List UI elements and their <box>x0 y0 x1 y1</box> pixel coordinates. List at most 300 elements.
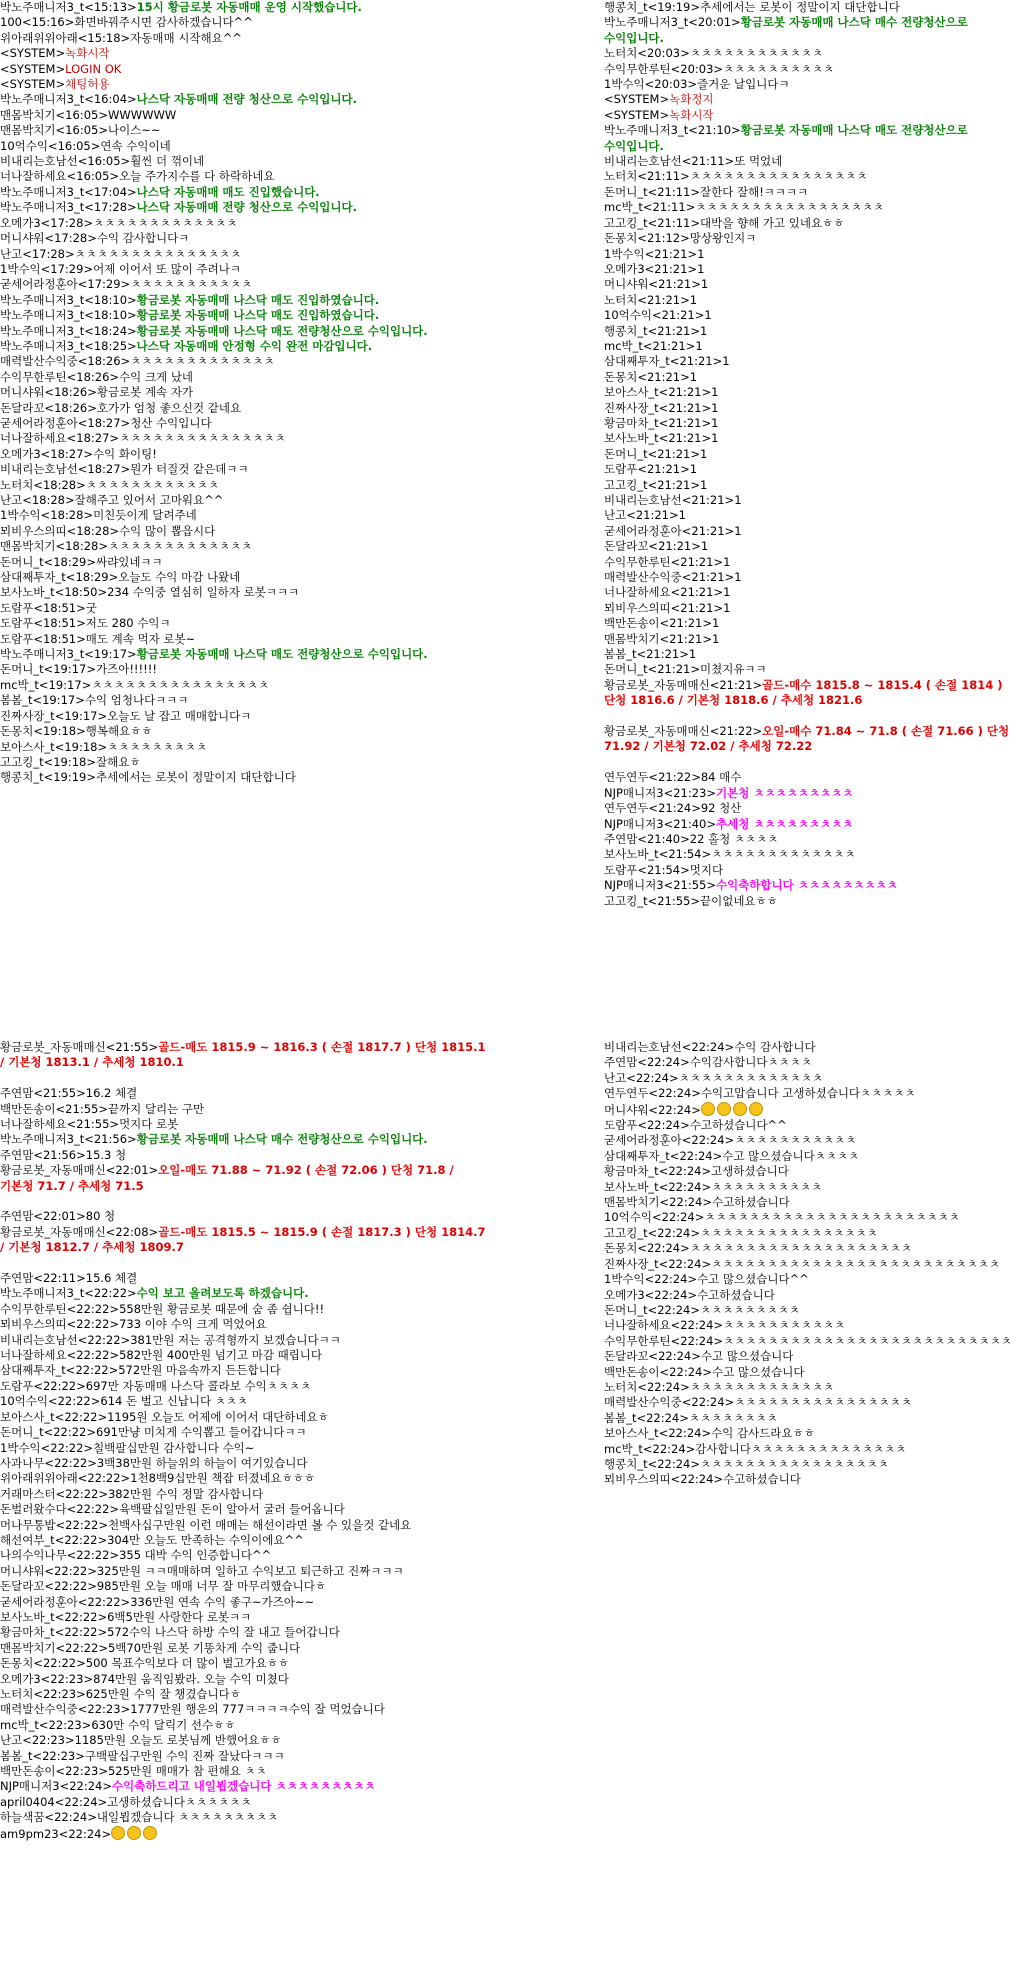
chat-text: 수익 보고 올려보도록 하겠습니다. <box>136 1286 309 1301</box>
chat-nickname: 연두연두<21:22> <box>604 770 701 785</box>
chat-text: 골드-매도 1815.5 ~ 1815.9 ( 손절 1817.3 ) 단청 1814.7 / 기본청 1812.7 / 추세청 1809.7 <box>0 1224 486 1255</box>
chat-nickname: 너나잘하세요<22:24> <box>604 1318 724 1333</box>
chat-text: ㅊㅊㅊㅊㅊㅊㅊㅊㅊㅊ <box>711 1179 823 1194</box>
chat-message <box>0 262 486 277</box>
chat-message <box>604 1349 1024 1364</box>
chat-message <box>604 1210 1024 1225</box>
chat-message <box>0 1286 486 1301</box>
chat-text: 황금로봇 자동매매 나스닥 매도 전량청산으로 수익입니다. <box>136 647 428 662</box>
chat-message <box>0 1764 486 1779</box>
chat-nickname: <SYSTEM> <box>604 92 670 107</box>
chat-message <box>0 1733 486 1748</box>
chat-message <box>0 108 486 123</box>
chat-nickname: 돈벌러왔수다<22:22> <box>0 1502 120 1517</box>
chat-message <box>0 1595 486 1610</box>
chat-nickname: 주연맘<22:24> <box>604 1055 690 1070</box>
chat-nickname: 고고킹_t<21:21> <box>604 477 700 492</box>
chat-text: 1 <box>734 570 742 585</box>
chat-message <box>0 1672 486 1687</box>
chat-text: 황금로봇 자동매매 나스닥 매수 전량청산으로 수익입니다. <box>136 1132 428 1147</box>
chat-nickname: 비내리는호남선<16:05> <box>0 154 131 169</box>
chat-nickname: 돈머니_t<21:11> <box>604 184 700 199</box>
chat-nickname: 고고킹_t<22:24> <box>604 1225 700 1240</box>
chat-nickname: 매력발산수익중<22:23> <box>0 1702 131 1717</box>
chat-nickname: 머나무통밥<22:22> <box>0 1517 108 1532</box>
chat-message <box>604 1395 1024 1410</box>
chat-text: 874만원 움직임봤라. 오늘 수익 미쳤다 <box>93 1671 289 1686</box>
chat-message <box>604 524 1024 539</box>
chat-message <box>604 832 1024 847</box>
chat-message <box>604 817 1024 832</box>
chat-text: 저도 280 수익ㅋ <box>85 616 171 631</box>
chat-message <box>604 1226 1024 1241</box>
chat-message <box>604 231 1024 246</box>
chat-nickname: 도람푸<18:51> <box>0 631 86 646</box>
chat-nickname: 뫼비우스의띠<22:24> <box>604 1472 724 1487</box>
chat-message <box>0 539 486 554</box>
chat-nickname: 보사노바_t<21:21> <box>604 431 712 446</box>
chat-text: 황금로봇 자동매매 나스닥 매도 전량청산으로 수익입니다. <box>136 323 428 338</box>
chat-text: 1 <box>711 431 719 446</box>
chat-nickname: 노터치<22:24> <box>604 1379 690 1394</box>
chat-text: 수익고맙습니다 고생하셨습니다ㅊㅊㅊㅊㅊ <box>700 1086 916 1101</box>
chat-message <box>0 308 486 323</box>
chat-nickname: mc박_t<21:11> <box>604 200 696 215</box>
chat-text: 수고 많으셨습니다ㅊㅊㅊㅊ <box>722 1148 860 1163</box>
chat-nickname: 1박수익<17:29> <box>0 261 94 276</box>
chat-message <box>0 1548 486 1563</box>
chat-message <box>604 15 1024 46</box>
chat-text: ㅊㅊㅊㅊㅊㅊㅊㅊㅊㅊㅊㅊㅊ <box>107 539 253 554</box>
chat-nickname: 뫼비우스의띠<21:21> <box>604 600 724 615</box>
chat-nickname: 행콩치_t<22:24> <box>604 1456 700 1471</box>
chat-text: 오늘도 수익 마감 나왔네 <box>118 570 241 585</box>
chat-text: 625만원 수익 잘 챙겼습니다ㅎ <box>85 1687 241 1702</box>
chat-message <box>0 662 486 677</box>
chat-text: LOGIN OK <box>65 61 122 76</box>
chat-text: 녹화정지 <box>669 92 714 107</box>
chat-nickname: 굳세어라정훈아<18:27> <box>0 415 131 430</box>
chat-message <box>604 77 1024 92</box>
chat-message <box>604 478 1024 493</box>
chat-nickname: 고고킹_t<21:11> <box>604 215 700 230</box>
chat-nickname: 황금로봇_자동매매신<22:08> <box>0 1224 159 1239</box>
chat-nickname: 행콩치_t<21:21> <box>604 323 700 338</box>
chat-nickname: 도람푸<18:51> <box>0 600 86 615</box>
chat-message <box>604 401 1024 416</box>
chat-text: ㅊㅊㅊㅊㅊㅊㅊㅊㅊㅊㅊㅊㅊㅊㅊㅊㅊ <box>700 1456 889 1471</box>
chat-nickname: 박노주매니저3_t<18:10> <box>0 308 137 323</box>
chat-nickname: 맨몸박치기<16:05> <box>0 123 108 138</box>
chat-text: 추세에서는 로봇이 정말이지 대단합니다 <box>96 770 296 785</box>
chat-text: 수익 많이 뽑읍시다 <box>119 523 216 538</box>
chat-text: 잘해주고 있어서 고마워요^^ <box>74 493 224 507</box>
chat-message <box>604 339 1024 354</box>
chat-message <box>604 801 1024 816</box>
chat-message <box>0 277 486 292</box>
chat-text: 6백5만원 사랑한다 로봇ㅋㅋ <box>107 1609 252 1624</box>
chat-message <box>604 293 1024 308</box>
chat-message <box>0 1533 486 1548</box>
chat-nickname: 보사노바_t<22:22> <box>0 1609 108 1624</box>
chat-message <box>0 1471 486 1486</box>
chat-nickname: 해선여부_t<22:22> <box>0 1532 108 1547</box>
chat-message <box>604 123 1024 154</box>
chat-message <box>604 216 1024 231</box>
chat-message <box>604 847 1024 862</box>
chat-nickname: 주연맘<22:11> <box>0 1271 86 1286</box>
chat-text: 1 <box>689 369 698 384</box>
chat-text: 골드-매도 1815.9 ~ 1816.3 ( 손절 1817.7 ) 단청 1815.1 / 기본청 1813.1 / 추세청 1810.1 <box>0 1040 486 1070</box>
chat-nickname: 오메가3<21:21> <box>604 261 698 276</box>
chat-message <box>604 493 1024 508</box>
chat-nickname: 매력발산수익중<18:26> <box>0 354 131 369</box>
chat-text: 오늘도 날 잡고 매매합니다ㅋ <box>107 708 252 723</box>
chat-text: 1 <box>711 400 719 415</box>
chat-nickname: 매력발산수익중<22:24> <box>604 1395 735 1410</box>
chat-nickname: 도람푸<22:24> <box>604 1118 690 1133</box>
chat-text: 연속 수익이네 <box>100 138 171 153</box>
chat-message <box>0 724 486 739</box>
chat-nickname: 10억수익<22:24> <box>604 1210 705 1225</box>
chat-nickname: 뫼비우스의띠<22:22> <box>0 1317 120 1332</box>
chat-nickname: 주연맘<22:01> <box>0 1209 86 1224</box>
chat-nickname: 박노주매니저3_t<18:24> <box>0 323 137 338</box>
chat-text: 16.2 체결 <box>85 1086 138 1101</box>
chat-text: ㅊㅊㅊㅊㅊㅊㅊㅊㅊㅊㅊㅊㅊㅊㅊㅊㅊㅊㅊㅊㅊㅊㅊㅊㅊㅊ <box>723 1333 1012 1348</box>
chat-nickname: 박노주매니저3_t<20:01> <box>604 15 741 30</box>
chat-message <box>604 1442 1024 1457</box>
chat-message <box>0 0 486 15</box>
chat-nickname: 보아스사_t<19:18> <box>0 739 108 754</box>
chat-text: 가즈아!!!!!! <box>96 662 157 677</box>
chat-text: 1 <box>700 277 709 292</box>
chat-text: ㅊㅊㅊㅊㅊㅊㅊㅊㅊㅊㅊㅊㅊ <box>130 354 275 369</box>
chat-nickname: 머니샤워<18:26> <box>0 385 97 400</box>
chat-nickname: 황금로봇_자동매매신<21:21> <box>604 677 763 692</box>
chat-text: 92 청산 <box>700 801 742 816</box>
chat-nickname: 1박수익<21:21> <box>604 246 698 261</box>
chat-nickname: 돈머니_t<19:17> <box>0 662 96 677</box>
chat-text: 황금로봇 자동매매 나스닥 매도 진입하였습니다. <box>136 292 380 307</box>
chat-message <box>604 1195 1024 1210</box>
chat-nickname: 비내리는호남선<21:11> <box>604 154 735 169</box>
chat-text: 골드-매수 1815.8 ~ 1815.4 ( 손절 1814 ) 단청 1816.6 / 기본청 1818.6 / 추세청 1821.6 <box>604 677 1003 708</box>
chat-message <box>604 1472 1024 1487</box>
chat-nickname: 수익무한루틴<22:24> <box>604 1333 724 1348</box>
chat-message <box>0 1656 486 1671</box>
chat-nickname: 맨몸박치기<22:24> <box>604 1195 712 1210</box>
chat-message <box>0 1148 486 1163</box>
chat-text: 1 <box>678 508 686 523</box>
chat-nickname: <SYSTEM> <box>0 77 66 92</box>
chat-message <box>604 555 1024 570</box>
chat-text: 1 <box>711 631 720 646</box>
chat-text: 1 <box>723 600 731 615</box>
chat-text: 1 <box>697 261 705 276</box>
chat-message <box>604 1133 1024 1148</box>
chat-nickname: 10억수익<22:22> <box>0 1394 101 1409</box>
chat-message <box>0 1718 486 1733</box>
chat-nickname: 비내리는호남선<18:27> <box>0 462 131 477</box>
chat-nickname: NJP매니저3<22:24> <box>0 1779 112 1794</box>
chat-text: 즐거운 날입니다ㅋ <box>697 77 790 92</box>
chat-message <box>604 1040 1024 1055</box>
chat-nickname: 돈머니_t<22:24> <box>604 1302 700 1317</box>
chat-message <box>604 1102 1024 1118</box>
chat-text: 잘한다 잘해!ㅋㅋㅋㅋ <box>700 184 809 199</box>
chat-text: ㅊㅊㅊㅊㅊㅊㅊㅊㅊㅊㅊ <box>723 1318 846 1333</box>
chat-nickname: 맨몸박치기<21:21> <box>604 631 712 646</box>
chat-message <box>0 1610 486 1625</box>
chat-message <box>604 447 1024 462</box>
chat-message <box>604 108 1024 123</box>
chat-nickname: 돈몽치<22:24> <box>604 1241 690 1256</box>
chat-message <box>0 123 486 138</box>
chat-nickname: NJP매니저3<21:55> <box>604 878 716 893</box>
chat-text: 수익 크게 났네 <box>119 369 194 384</box>
chat-nickname: 백만돈송이<21:55> <box>0 1101 108 1116</box>
chat-nickname: 난고<17:28> <box>0 246 75 261</box>
chat-text: ㅊㅊㅊㅊㅊㅊㅊㅊㅊㅊㅊㅊㅊ <box>711 847 856 862</box>
chat-nickname: 박노주매니저3_t<18:10> <box>0 292 137 307</box>
chat-text: 미쳤지유ㅋㅋ <box>700 662 767 677</box>
chat-text: 고생하셨습니다ㅊㅊㅊㅊㅊㅊ <box>107 1794 252 1809</box>
chat-nickname: 돈달라꼬<18:26> <box>0 400 97 415</box>
chat-message <box>604 0 1024 15</box>
chat-message <box>0 632 486 647</box>
chat-text: 어제 이어서 또 많이 주려나ㅋ <box>93 261 241 276</box>
chat-message <box>604 46 1024 61</box>
chat-text: 582만원 400만원 넘기고 마감 때립니다 <box>119 1348 323 1363</box>
chat-nickname: 황금로봇_자동매매신<22:01> <box>0 1163 159 1178</box>
chat-message <box>0 139 486 154</box>
chat-nickname: 난고<21:21> <box>604 508 679 523</box>
chat-message <box>0 1702 486 1717</box>
chat-nickname: 맨몸박치기<16:05> <box>0 107 108 122</box>
chat-message <box>604 724 1024 755</box>
chat-text: 수익 감사합니다ㅋ <box>96 231 190 246</box>
chat-text: 행복해요ㅎㅎ <box>85 724 153 739</box>
chat-text: 나스닥 자동매매 안정형 수익 완전 마감입니다. <box>136 338 373 353</box>
chat-message <box>604 786 1024 801</box>
smiley-emoji-icon <box>717 1102 731 1116</box>
chat-nickname: 진짜사장_t<21:21> <box>604 400 712 415</box>
chat-nickname: 1박수익<20:03> <box>604 77 698 92</box>
chat-message <box>0 1579 486 1594</box>
chat-nickname: 돈몽치<21:12> <box>604 231 690 246</box>
chat-message <box>0 185 486 200</box>
chat-spacer <box>0 1194 486 1209</box>
smiley-emoji-icon <box>143 1826 157 1840</box>
chat-message <box>604 678 1024 709</box>
chat-nickname: 돈머니_t<22:22> <box>0 1425 96 1440</box>
chat-message <box>0 1564 486 1579</box>
chat-message <box>0 1826 486 1842</box>
chat-text: 1 <box>704 308 712 323</box>
chat-text: 234 수익중 열심히 일하자 로봇ㅋㅋㅋ <box>107 585 300 600</box>
chat-message <box>604 601 1024 616</box>
chat-nickname: 백만돈송이<22:24> <box>604 1364 712 1379</box>
chat-message <box>604 1426 1024 1441</box>
chat-message <box>0 1394 486 1409</box>
chat-message <box>604 1055 1024 1070</box>
chat-text: ㅊㅊㅊㅊㅊㅊㅊㅊㅊㅊㅊㅊㅊㅊㅊㅊㅊㅊㅊㅊㅊㅊㅊㅊㅊㅊ <box>711 1256 1000 1271</box>
chat-text: 1 <box>700 323 708 338</box>
chat-message <box>604 431 1024 446</box>
chat-text: 황금로봇 자동매매 나스닥 매도 전량청산으로 수익입니다. <box>604 123 968 153</box>
chat-message <box>604 1365 1024 1380</box>
chat-nickname: 박노주매니저3_t<17:04> <box>0 184 137 199</box>
chat-text: ㅊㅊㅊㅊㅊㅊㅊㅊㅊㅊㅊㅊㅊㅊㅊㅊㅊ <box>695 200 885 215</box>
chat-message <box>0 293 486 308</box>
chat-text: 천백사십구만원 이런 매매는 해선이라면 볼 수 있을것 같네요 <box>107 1517 412 1532</box>
chat-text: 감사합니다ㅊㅊㅊㅊㅊㅊㅊㅊㅊㅊㅊㅊㅊㅊ <box>695 1441 907 1456</box>
chat-text: 멋지다 로봇 <box>119 1117 179 1132</box>
chat-text: 또 먹었네 <box>734 154 783 169</box>
chat-text: 15.3 청 <box>85 1147 127 1162</box>
chat-message <box>0 1363 486 1378</box>
chat-message <box>604 1118 1024 1133</box>
chat-spacer <box>0 1256 486 1271</box>
chat-message <box>0 1086 486 1101</box>
chat-message <box>604 647 1024 662</box>
chat-spacer <box>604 755 1024 770</box>
chat-text: 미친듯이게 달려주네 <box>93 508 197 523</box>
chat-message <box>0 570 486 585</box>
chat-nickname: 삼대째투자_t<22:24> <box>604 1148 723 1163</box>
chat-spacer <box>604 709 1024 724</box>
chat-message <box>604 616 1024 631</box>
chat-nickname: 행콩치_t<19:19> <box>604 0 700 14</box>
chat-text: 칠백팔십만원 감사합니다 수익~ <box>93 1440 255 1455</box>
chat-nickname: 박노주매니저3_t<16:04> <box>0 92 137 107</box>
chat-message <box>0 401 486 416</box>
chat-message <box>0 1795 486 1810</box>
chat-message <box>604 324 1024 339</box>
chat-message <box>0 693 486 708</box>
chat-text: 황금로봇 자동매매 나스닥 매수 전량청산으로 수익입니다. <box>604 15 968 45</box>
chat-nickname: 진짜사장_t<19:17> <box>0 708 108 723</box>
chat-text: ㅊㅊㅊㅊㅊㅊㅊㅊㅊㅊㅊㅊㅊ <box>678 1070 824 1085</box>
chat-text: ㅊㅊㅊㅊㅊㅊㅊㅊㅊㅊㅊㅊㅊㅊㅊㅊㅊㅊㅊㅊㅊㅊㅊ <box>704 1210 960 1225</box>
chat-message <box>604 770 1024 785</box>
chat-text: 1 <box>689 292 698 307</box>
chat-nickname: 돈달라꼬<22:22> <box>0 1579 97 1594</box>
chat-nickname: 돈달라꼬<21:21> <box>604 539 701 554</box>
chat-nickname: 오메가3<18:27> <box>0 446 94 461</box>
chat-nickname: 너나잘하세요<21:55> <box>0 1117 120 1132</box>
chat-text: 1 <box>689 462 698 477</box>
chat-text: 멋지다 <box>689 862 724 877</box>
chat-nickname: 머니샤워<22:22> <box>0 1563 97 1578</box>
chat-nickname: 노터치<21:21> <box>604 292 690 307</box>
chat-text: ㅊㅊㅊㅊㅊㅊㅊㅊㅊ <box>700 1302 800 1317</box>
smiley-emoji-icon <box>749 1102 763 1116</box>
chat-message <box>604 1241 1024 1256</box>
chat-message <box>0 1502 486 1517</box>
chat-text: 1 <box>711 616 720 631</box>
chat-message <box>0 1441 486 1456</box>
chat-nickname: 위아래위위아래<15:18> <box>0 30 131 45</box>
chat-nickname: 거래마스터<22:22> <box>0 1486 108 1501</box>
chat-nickname: 노터치<21:11> <box>604 169 690 184</box>
chat-text: 나스닥 자동매매 매도 진입했습니다. <box>136 184 320 199</box>
chat-nickname: 나의수익나무<22:22> <box>0 1548 120 1563</box>
chat-nickname: 박노주매니저3_t<19:17> <box>0 647 137 662</box>
chat-nickname: mc박_t<19:17> <box>0 677 92 692</box>
chat-text: 84 매수 <box>700 770 742 785</box>
chat-text: 1 <box>700 477 708 492</box>
chat-text: 끝이없네요ㅎㅎ <box>700 893 778 908</box>
chat-message <box>0 1040 486 1071</box>
chat-message <box>604 169 1024 184</box>
smiley-emoji-icon <box>733 1102 747 1116</box>
chat-nickname: mc박_t<21:21> <box>604 338 696 353</box>
chat-nickname: 연두연두<22:24> <box>604 1086 701 1101</box>
chat-nickname: 보아스사_t<21:21> <box>604 385 712 400</box>
chat-text: 녹화시작 <box>65 46 110 61</box>
chat-message <box>0 385 486 400</box>
chat-message <box>0 1379 486 1394</box>
chat-message <box>0 324 486 339</box>
chat-nickname: 삼대째투자_t<22:22> <box>0 1363 119 1378</box>
chat-text: 1 <box>695 338 703 353</box>
chat-text: 325만원 ㅋㅋ매매하며 일하고 수익보고 퇴근하고 진짜ㅋㅋㅋ <box>96 1563 404 1578</box>
chat-text: 381만원 저는 공격형까지 보겠습니다ㅋㅋ <box>130 1332 341 1347</box>
chat-panel-2 <box>604 0 1024 945</box>
chat-nickname: 도람푸<18:51> <box>0 616 86 631</box>
chat-message <box>604 1257 1024 1272</box>
chat-message <box>604 632 1024 647</box>
chat-message <box>604 416 1024 431</box>
chat-panel-4 <box>604 1040 1024 1983</box>
chat-nickname: 고고킹_t<21:55> <box>604 893 700 908</box>
chat-nickname: 머니샤워<22:24> <box>604 1102 701 1117</box>
chat-text: ㅊㅊㅊㅊㅊㅊㅊㅊㅊㅊㅊㅊㅊㅊㅊㅊ <box>689 169 868 184</box>
chat-text: 304만 오늘도 만족하는 수익이에요^^ <box>107 1532 304 1547</box>
chat-text: 수고하셨습니다 <box>697 1287 775 1302</box>
chat-text: 1 <box>734 523 742 538</box>
chat-message <box>0 555 486 570</box>
chat-message <box>0 1425 486 1440</box>
chat-text: 1 <box>700 446 708 461</box>
chat-message <box>0 1317 486 1332</box>
chat-message <box>0 200 486 215</box>
chat-text: 1195원 오늘도 어제에 이어서 대단하네요ㅎ <box>107 1409 329 1424</box>
chat-message <box>0 601 486 616</box>
chat-message <box>604 662 1024 677</box>
chat-message <box>0 1225 486 1256</box>
chat-message <box>0 478 486 493</box>
smiley-emoji-icon <box>111 1826 125 1840</box>
chat-nickname: 보아스사_t<22:24> <box>604 1426 712 1441</box>
chat-nickname: 황금마차_t<21:21> <box>604 415 712 430</box>
chat-text: 수익 엄청나다ㅋㅋㅋ <box>84 693 189 708</box>
chat-nickname: 10억수익<16:05> <box>0 138 101 153</box>
chat-nickname: 수익무한루틴<22:22> <box>0 1301 120 1316</box>
chat-text: 1 <box>723 585 731 600</box>
chat-nickname: 난고<18:28> <box>0 493 75 507</box>
chat-text: 구백팔십구만원 수익 진짜 잘났다ㅋㅋㅋ <box>84 1748 285 1763</box>
chat-text: 수고 많으셨습니다^^ <box>697 1272 809 1287</box>
chat-text: 고생하셨습니다 <box>711 1164 789 1179</box>
chat-message <box>604 1334 1024 1349</box>
chat-text: 수고 많으셨습니다 <box>700 1349 794 1364</box>
chat-message <box>0 231 486 246</box>
chat-text: ㅊㅊㅊㅊㅊㅊㅊㅊㅊㅊㅊㅊㅊㅊㅊㅊ <box>734 1395 912 1410</box>
chat-text: ㅊㅊㅊㅊㅊㅊㅊㅊㅊㅊㅊㅊㅊ <box>93 215 238 230</box>
